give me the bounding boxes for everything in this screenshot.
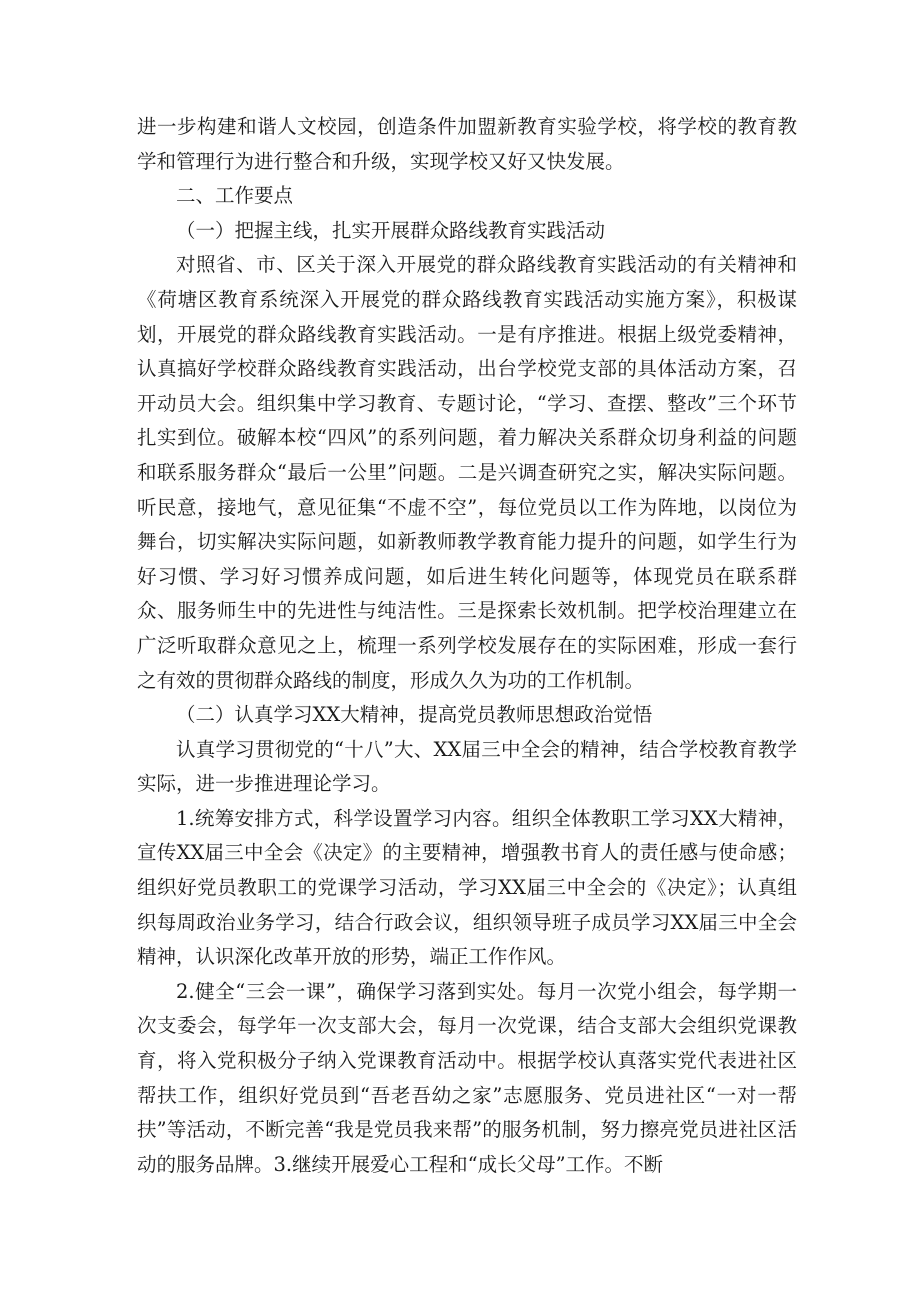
paragraph-mass-line: 对照省、市、区关于深入开展党的群众路线教育实践活动的有关精神和《荷塘区教育系统深入开展党的群众路线教育实践活动实施方案》，积极谋划，开展党的群众路线教育实践活动。一是有序推进。根据上级党委精神，认真搞好学校群众路线教育实践活动，出台学校党支部的具体活动方案，召开动员大会。组织集中学习教育、专题讨论，“学习、查摆、整改”三个环节扎实到位。破解本校“四风”的系列问题，着力解决关系群众切身利益的问题和联系服务群众“最后一公里”问题。二是兴调查研究之实，解决实际问题。听民意，接地气，意见征集“不虚不空”，每位党员以工作为阵地，以岗位为舞台，切实解决实际问题，如新教师教学教育能力提升的问题，如学生行为好习惯、学习好习惯养成问题，如后进生转化问题等，体现党员在联系群众、服务师生中的先进性与纯洁性。三是探索长效机制。把学校治理建立在广泛听取群众意见之上，梳理一系列学校发展存在的实际困难，形成一套行之有效的贯彻群众路线的制度，形成久久为功的工作机制。 — [137, 253, 797, 692]
paragraph-study: 认真学习贯彻党的“十八”大、XX届三中全会的精神，结合学校教育教学实际，进一步推进理论学习。 — [137, 737, 797, 796]
paragraph-item-1: 1.统筹安排方式，科学设置学习内容。组织全体教职工学习XX大精神，宣传XX届三中全会《决定》的主要精神，增强教书育人的责任感与使命感；组织好党员教职工的党课学习活动，学习XX届三中全会的《决定》；认真组织每周政治业务学习，结合行政会议，组织领导班子成员学习XX届三中全会精神，认识深化改革开放的形势，端正工作作风。 — [137, 806, 797, 969]
subsection-heading-2: （二）认真学习XX大精神，提高党员教师思想政治觉悟 — [176, 703, 653, 727]
paragraph-intro: 进一步构建和谐人文校园，创造条件加盟新教育实验学校，将学校的教育教学和管理行为进行整合和升级，实现学校又好又快发展。 — [137, 115, 797, 173]
section-heading-work-points: 二、工作要点 — [176, 184, 294, 208]
paragraph-item-2: 2.健全“三会一课”，确保学习落到实处。每月一次党小组会，每学期一次支委会，每学年一次支部大会，每月一次党课，结合支部大会组织党课教育，将入党积极分子纳入党课教育活动中。根据学校认真落实党代表进社区帮扶工作，组织好党员到“吾老吾幼之家”志愿服务、党员进社区“一对一帮扶”等活动，不断完善“我是党员我来帮”的服务机制，努力擦亮党员进社区活动的服务品牌。3.继续开展爱心工程和“成长父母”工作。不断 — [137, 979, 797, 1176]
subsection-heading-1: （一）把握主线，扎实开展群众路线教育实践活动 — [176, 218, 606, 242]
document-body — [137, 110, 797, 1182]
